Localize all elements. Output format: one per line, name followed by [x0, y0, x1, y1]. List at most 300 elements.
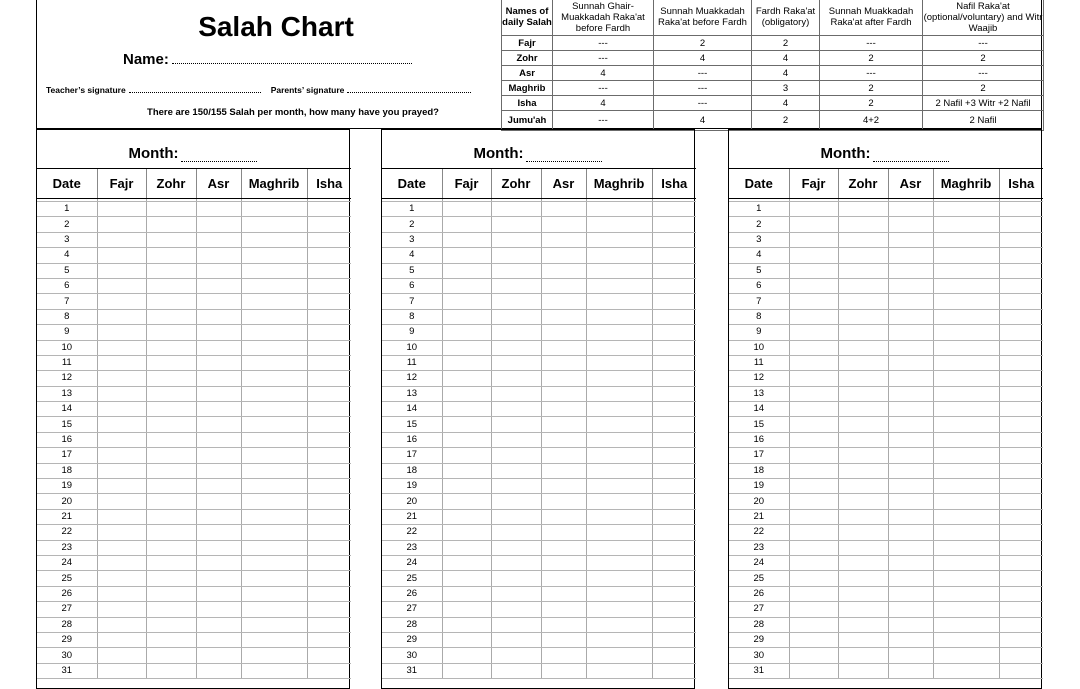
prayer-checkbox-cell[interactable] — [146, 278, 196, 293]
prayer-checkbox-cell[interactable] — [999, 432, 1043, 447]
prayer-checkbox-cell[interactable] — [146, 202, 196, 217]
prayer-checkbox-cell[interactable] — [652, 325, 696, 340]
prayer-checkbox-cell[interactable] — [888, 232, 933, 247]
prayer-checkbox-cell[interactable] — [838, 386, 888, 401]
prayer-checkbox-cell[interactable] — [196, 494, 241, 509]
prayer-checkbox-cell[interactable] — [442, 648, 491, 663]
prayer-checkbox-cell[interactable] — [241, 617, 307, 632]
prayer-checkbox-cell[interactable] — [933, 494, 999, 509]
prayer-checkbox-cell[interactable] — [541, 217, 586, 232]
prayer-checkbox-cell[interactable] — [888, 340, 933, 355]
prayer-checkbox-cell[interactable] — [933, 278, 999, 293]
prayer-checkbox-cell[interactable] — [999, 555, 1043, 570]
prayer-checkbox-cell[interactable] — [541, 232, 586, 247]
prayer-checkbox-cell[interactable] — [307, 248, 351, 263]
prayer-checkbox-cell[interactable] — [146, 340, 196, 355]
prayer-checkbox-cell[interactable] — [307, 479, 351, 494]
prayer-checkbox-cell[interactable] — [146, 632, 196, 647]
prayer-checkbox-cell[interactable] — [491, 278, 541, 293]
prayer-checkbox-cell[interactable] — [196, 232, 241, 247]
prayer-checkbox-cell[interactable] — [442, 632, 491, 647]
prayer-checkbox-cell[interactable] — [241, 202, 307, 217]
prayer-checkbox-cell[interactable] — [196, 371, 241, 386]
prayer-checkbox-cell[interactable] — [888, 617, 933, 632]
prayer-checkbox-cell[interactable] — [789, 494, 838, 509]
prayer-checkbox-cell[interactable] — [491, 632, 541, 647]
prayer-checkbox-cell[interactable] — [241, 448, 307, 463]
prayer-checkbox-cell[interactable] — [442, 309, 491, 324]
prayer-checkbox-cell[interactable] — [241, 355, 307, 370]
month-field[interactable] — [526, 150, 602, 162]
prayer-checkbox-cell[interactable] — [541, 571, 586, 586]
prayer-checkbox-cell[interactable] — [241, 602, 307, 617]
prayer-checkbox-cell[interactable] — [307, 278, 351, 293]
prayer-checkbox-cell[interactable] — [146, 540, 196, 555]
prayer-checkbox-cell[interactable] — [307, 263, 351, 278]
prayer-checkbox-cell[interactable] — [241, 294, 307, 309]
prayer-checkbox-cell[interactable] — [652, 294, 696, 309]
prayer-checkbox-cell[interactable] — [789, 648, 838, 663]
prayer-checkbox-cell[interactable] — [241, 463, 307, 478]
prayer-checkbox-cell[interactable] — [999, 509, 1043, 524]
prayer-checkbox-cell[interactable] — [838, 479, 888, 494]
prayer-checkbox-cell[interactable] — [196, 432, 241, 447]
prayer-checkbox-cell[interactable] — [888, 525, 933, 540]
prayer-checkbox-cell[interactable] — [307, 309, 351, 324]
prayer-checkbox-cell[interactable] — [196, 278, 241, 293]
prayer-checkbox-cell[interactable] — [307, 509, 351, 524]
prayer-checkbox-cell[interactable] — [541, 309, 586, 324]
prayer-checkbox-cell[interactable] — [888, 602, 933, 617]
prayer-checkbox-cell[interactable] — [491, 309, 541, 324]
prayer-checkbox-cell[interactable] — [652, 309, 696, 324]
prayer-checkbox-cell[interactable] — [146, 417, 196, 432]
prayer-checkbox-cell[interactable] — [97, 294, 146, 309]
prayer-checkbox-cell[interactable] — [146, 432, 196, 447]
prayer-checkbox-cell[interactable] — [838, 540, 888, 555]
prayer-checkbox-cell[interactable] — [999, 571, 1043, 586]
prayer-checkbox-cell[interactable] — [146, 663, 196, 678]
prayer-checkbox-cell[interactable] — [307, 432, 351, 447]
prayer-checkbox-cell[interactable] — [586, 217, 652, 232]
prayer-checkbox-cell[interactable] — [888, 432, 933, 447]
prayer-checkbox-cell[interactable] — [933, 294, 999, 309]
prayer-checkbox-cell[interactable] — [838, 232, 888, 247]
prayer-checkbox-cell[interactable] — [789, 479, 838, 494]
prayer-checkbox-cell[interactable] — [97, 371, 146, 386]
prayer-checkbox-cell[interactable] — [241, 278, 307, 293]
prayer-checkbox-cell[interactable] — [789, 663, 838, 678]
prayer-checkbox-cell[interactable] — [146, 617, 196, 632]
prayer-checkbox-cell[interactable] — [146, 386, 196, 401]
prayer-checkbox-cell[interactable] — [652, 386, 696, 401]
prayer-checkbox-cell[interactable] — [307, 371, 351, 386]
prayer-checkbox-cell[interactable] — [933, 463, 999, 478]
prayer-checkbox-cell[interactable] — [307, 325, 351, 340]
prayer-checkbox-cell[interactable] — [97, 494, 146, 509]
prayer-checkbox-cell[interactable] — [442, 555, 491, 570]
prayer-checkbox-cell[interactable] — [789, 509, 838, 524]
prayer-checkbox-cell[interactable] — [442, 278, 491, 293]
prayer-checkbox-cell[interactable] — [196, 355, 241, 370]
prayer-checkbox-cell[interactable] — [652, 571, 696, 586]
prayer-checkbox-cell[interactable] — [196, 663, 241, 678]
prayer-checkbox-cell[interactable] — [838, 217, 888, 232]
prayer-checkbox-cell[interactable] — [586, 294, 652, 309]
prayer-checkbox-cell[interactable] — [838, 663, 888, 678]
prayer-checkbox-cell[interactable] — [789, 202, 838, 217]
prayer-checkbox-cell[interactable] — [652, 463, 696, 478]
prayer-checkbox-cell[interactable] — [241, 309, 307, 324]
prayer-checkbox-cell[interactable] — [586, 509, 652, 524]
prayer-checkbox-cell[interactable] — [999, 463, 1043, 478]
prayer-checkbox-cell[interactable] — [97, 278, 146, 293]
prayer-checkbox-cell[interactable] — [97, 248, 146, 263]
prayer-checkbox-cell[interactable] — [541, 325, 586, 340]
prayer-checkbox-cell[interactable] — [491, 417, 541, 432]
prayer-checkbox-cell[interactable] — [888, 309, 933, 324]
prayer-checkbox-cell[interactable] — [888, 555, 933, 570]
prayer-checkbox-cell[interactable] — [241, 340, 307, 355]
prayer-checkbox-cell[interactable] — [888, 648, 933, 663]
prayer-checkbox-cell[interactable] — [652, 663, 696, 678]
prayer-checkbox-cell[interactable] — [652, 417, 696, 432]
prayer-checkbox-cell[interactable] — [442, 571, 491, 586]
prayer-checkbox-cell[interactable] — [789, 571, 838, 586]
prayer-checkbox-cell[interactable] — [196, 602, 241, 617]
prayer-checkbox-cell[interactable] — [933, 586, 999, 601]
prayer-checkbox-cell[interactable] — [541, 202, 586, 217]
prayer-checkbox-cell[interactable] — [789, 602, 838, 617]
prayer-checkbox-cell[interactable] — [307, 571, 351, 586]
prayer-checkbox-cell[interactable] — [307, 417, 351, 432]
prayer-checkbox-cell[interactable] — [789, 355, 838, 370]
prayer-checkbox-cell[interactable] — [491, 586, 541, 601]
prayer-checkbox-cell[interactable] — [586, 448, 652, 463]
prayer-checkbox-cell[interactable] — [789, 540, 838, 555]
prayer-checkbox-cell[interactable] — [586, 494, 652, 509]
prayer-checkbox-cell[interactable] — [491, 571, 541, 586]
prayer-checkbox-cell[interactable] — [888, 402, 933, 417]
prayer-checkbox-cell[interactable] — [196, 417, 241, 432]
prayer-checkbox-cell[interactable] — [999, 602, 1043, 617]
prayer-checkbox-cell[interactable] — [196, 263, 241, 278]
prayer-checkbox-cell[interactable] — [442, 232, 491, 247]
prayer-checkbox-cell[interactable] — [999, 278, 1043, 293]
prayer-checkbox-cell[interactable] — [442, 248, 491, 263]
prayer-checkbox-cell[interactable] — [442, 525, 491, 540]
prayer-checkbox-cell[interactable] — [97, 463, 146, 478]
prayer-checkbox-cell[interactable] — [442, 479, 491, 494]
prayer-checkbox-cell[interactable] — [146, 263, 196, 278]
prayer-checkbox-cell[interactable] — [196, 340, 241, 355]
prayer-checkbox-cell[interactable] — [442, 340, 491, 355]
prayer-checkbox-cell[interactable] — [789, 309, 838, 324]
prayer-checkbox-cell[interactable] — [196, 448, 241, 463]
prayer-checkbox-cell[interactable] — [999, 340, 1043, 355]
prayer-checkbox-cell[interactable] — [652, 432, 696, 447]
prayer-checkbox-cell[interactable] — [652, 232, 696, 247]
prayer-checkbox-cell[interactable] — [97, 340, 146, 355]
prayer-checkbox-cell[interactable] — [586, 648, 652, 663]
prayer-checkbox-cell[interactable] — [541, 263, 586, 278]
prayer-checkbox-cell[interactable] — [307, 632, 351, 647]
prayer-checkbox-cell[interactable] — [888, 586, 933, 601]
prayer-checkbox-cell[interactable] — [838, 509, 888, 524]
prayer-checkbox-cell[interactable] — [586, 632, 652, 647]
prayer-checkbox-cell[interactable] — [196, 586, 241, 601]
prayer-checkbox-cell[interactable] — [838, 263, 888, 278]
prayer-checkbox-cell[interactable] — [442, 294, 491, 309]
prayer-checkbox-cell[interactable] — [652, 340, 696, 355]
prayer-checkbox-cell[interactable] — [933, 617, 999, 632]
prayer-checkbox-cell[interactable] — [652, 509, 696, 524]
prayer-checkbox-cell[interactable] — [652, 648, 696, 663]
prayer-checkbox-cell[interactable] — [999, 648, 1043, 663]
prayer-checkbox-cell[interactable] — [933, 217, 999, 232]
prayer-checkbox-cell[interactable] — [491, 340, 541, 355]
prayer-checkbox-cell[interactable] — [586, 463, 652, 478]
prayer-checkbox-cell[interactable] — [146, 402, 196, 417]
prayer-checkbox-cell[interactable] — [541, 463, 586, 478]
prayer-checkbox-cell[interactable] — [241, 540, 307, 555]
prayer-checkbox-cell[interactable] — [307, 617, 351, 632]
prayer-checkbox-cell[interactable] — [789, 586, 838, 601]
prayer-checkbox-cell[interactable] — [652, 248, 696, 263]
prayer-checkbox-cell[interactable] — [838, 402, 888, 417]
prayer-checkbox-cell[interactable] — [241, 217, 307, 232]
prayer-checkbox-cell[interactable] — [146, 648, 196, 663]
prayer-checkbox-cell[interactable] — [933, 509, 999, 524]
prayer-checkbox-cell[interactable] — [933, 648, 999, 663]
prayer-checkbox-cell[interactable] — [888, 248, 933, 263]
prayer-checkbox-cell[interactable] — [888, 540, 933, 555]
prayer-checkbox-cell[interactable] — [999, 540, 1043, 555]
prayer-checkbox-cell[interactable] — [888, 663, 933, 678]
prayer-checkbox-cell[interactable] — [196, 202, 241, 217]
month-field[interactable] — [181, 150, 257, 162]
prayer-checkbox-cell[interactable] — [999, 586, 1043, 601]
prayer-checkbox-cell[interactable] — [241, 571, 307, 586]
prayer-checkbox-cell[interactable] — [491, 232, 541, 247]
prayer-checkbox-cell[interactable] — [491, 509, 541, 524]
prayer-checkbox-cell[interactable] — [196, 217, 241, 232]
prayer-checkbox-cell[interactable] — [97, 417, 146, 432]
prayer-checkbox-cell[interactable] — [933, 432, 999, 447]
prayer-checkbox-cell[interactable] — [97, 586, 146, 601]
prayer-checkbox-cell[interactable] — [999, 479, 1043, 494]
prayer-checkbox-cell[interactable] — [97, 509, 146, 524]
prayer-checkbox-cell[interactable] — [491, 355, 541, 370]
prayer-checkbox-cell[interactable] — [933, 355, 999, 370]
prayer-checkbox-cell[interactable] — [888, 509, 933, 524]
prayer-checkbox-cell[interactable] — [933, 232, 999, 247]
prayer-checkbox-cell[interactable] — [241, 402, 307, 417]
prayer-checkbox-cell[interactable] — [196, 555, 241, 570]
prayer-checkbox-cell[interactable] — [541, 648, 586, 663]
prayer-checkbox-cell[interactable] — [933, 402, 999, 417]
prayer-checkbox-cell[interactable] — [933, 540, 999, 555]
prayer-checkbox-cell[interactable] — [97, 663, 146, 678]
prayer-checkbox-cell[interactable] — [541, 494, 586, 509]
prayer-checkbox-cell[interactable] — [491, 432, 541, 447]
prayer-checkbox-cell[interactable] — [586, 386, 652, 401]
prayer-checkbox-cell[interactable] — [652, 632, 696, 647]
prayer-checkbox-cell[interactable] — [491, 494, 541, 509]
prayer-checkbox-cell[interactable] — [541, 432, 586, 447]
prayer-checkbox-cell[interactable] — [491, 325, 541, 340]
prayer-checkbox-cell[interactable] — [241, 648, 307, 663]
prayer-checkbox-cell[interactable] — [146, 232, 196, 247]
prayer-checkbox-cell[interactable] — [97, 525, 146, 540]
prayer-checkbox-cell[interactable] — [999, 525, 1043, 540]
prayer-checkbox-cell[interactable] — [97, 309, 146, 324]
prayer-checkbox-cell[interactable] — [307, 402, 351, 417]
prayer-checkbox-cell[interactable] — [241, 371, 307, 386]
prayer-checkbox-cell[interactable] — [307, 232, 351, 247]
prayer-checkbox-cell[interactable] — [586, 371, 652, 386]
prayer-checkbox-cell[interactable] — [146, 294, 196, 309]
prayer-checkbox-cell[interactable] — [999, 386, 1043, 401]
prayer-checkbox-cell[interactable] — [146, 509, 196, 524]
prayer-checkbox-cell[interactable] — [999, 325, 1043, 340]
prayer-checkbox-cell[interactable] — [789, 248, 838, 263]
prayer-checkbox-cell[interactable] — [97, 540, 146, 555]
prayer-checkbox-cell[interactable] — [789, 555, 838, 570]
prayer-checkbox-cell[interactable] — [307, 448, 351, 463]
prayer-checkbox-cell[interactable] — [97, 617, 146, 632]
prayer-checkbox-cell[interactable] — [838, 525, 888, 540]
prayer-checkbox-cell[interactable] — [838, 571, 888, 586]
prayer-checkbox-cell[interactable] — [146, 371, 196, 386]
prayer-checkbox-cell[interactable] — [442, 540, 491, 555]
prayer-checkbox-cell[interactable] — [789, 402, 838, 417]
prayer-checkbox-cell[interactable] — [999, 402, 1043, 417]
prayer-checkbox-cell[interactable] — [652, 263, 696, 278]
prayer-checkbox-cell[interactable] — [146, 586, 196, 601]
prayer-checkbox-cell[interactable] — [196, 463, 241, 478]
prayer-checkbox-cell[interactable] — [999, 202, 1043, 217]
prayer-checkbox-cell[interactable] — [307, 648, 351, 663]
prayer-checkbox-cell[interactable] — [838, 309, 888, 324]
prayer-checkbox-cell[interactable] — [838, 617, 888, 632]
prayer-checkbox-cell[interactable] — [146, 555, 196, 570]
prayer-checkbox-cell[interactable] — [196, 509, 241, 524]
prayer-checkbox-cell[interactable] — [888, 632, 933, 647]
prayer-checkbox-cell[interactable] — [196, 402, 241, 417]
prayer-checkbox-cell[interactable] — [307, 494, 351, 509]
prayer-checkbox-cell[interactable] — [888, 371, 933, 386]
prayer-checkbox-cell[interactable] — [999, 417, 1043, 432]
prayer-checkbox-cell[interactable] — [241, 632, 307, 647]
prayer-checkbox-cell[interactable] — [586, 263, 652, 278]
prayer-checkbox-cell[interactable] — [888, 417, 933, 432]
prayer-checkbox-cell[interactable] — [307, 540, 351, 555]
prayer-checkbox-cell[interactable] — [586, 540, 652, 555]
prayer-checkbox-cell[interactable] — [541, 632, 586, 647]
prayer-checkbox-cell[interactable] — [196, 571, 241, 586]
prayer-checkbox-cell[interactable] — [652, 617, 696, 632]
prayer-checkbox-cell[interactable] — [838, 555, 888, 570]
prayer-checkbox-cell[interactable] — [838, 248, 888, 263]
prayer-checkbox-cell[interactable] — [97, 386, 146, 401]
prayer-checkbox-cell[interactable] — [586, 602, 652, 617]
prayer-checkbox-cell[interactable] — [838, 602, 888, 617]
prayer-checkbox-cell[interactable] — [933, 525, 999, 540]
prayer-checkbox-cell[interactable] — [442, 617, 491, 632]
prayer-checkbox-cell[interactable] — [491, 479, 541, 494]
prayer-checkbox-cell[interactable] — [789, 263, 838, 278]
prayer-checkbox-cell[interactable] — [586, 309, 652, 324]
prayer-checkbox-cell[interactable] — [933, 325, 999, 340]
prayer-checkbox-cell[interactable] — [999, 355, 1043, 370]
prayer-checkbox-cell[interactable] — [652, 555, 696, 570]
prayer-checkbox-cell[interactable] — [442, 509, 491, 524]
prayer-checkbox-cell[interactable] — [838, 278, 888, 293]
prayer-checkbox-cell[interactable] — [652, 371, 696, 386]
prayer-checkbox-cell[interactable] — [307, 586, 351, 601]
prayer-checkbox-cell[interactable] — [838, 494, 888, 509]
prayer-checkbox-cell[interactable] — [652, 479, 696, 494]
prayer-checkbox-cell[interactable] — [491, 602, 541, 617]
prayer-checkbox-cell[interactable] — [999, 294, 1043, 309]
prayer-checkbox-cell[interactable] — [541, 402, 586, 417]
prayer-checkbox-cell[interactable] — [442, 386, 491, 401]
prayer-checkbox-cell[interactable] — [541, 278, 586, 293]
prayer-checkbox-cell[interactable] — [541, 525, 586, 540]
prayer-checkbox-cell[interactable] — [888, 202, 933, 217]
prayer-checkbox-cell[interactable] — [933, 479, 999, 494]
prayer-checkbox-cell[interactable] — [241, 494, 307, 509]
prayer-checkbox-cell[interactable] — [789, 417, 838, 432]
prayer-checkbox-cell[interactable] — [541, 540, 586, 555]
prayer-checkbox-cell[interactable] — [999, 617, 1043, 632]
prayer-checkbox-cell[interactable] — [442, 325, 491, 340]
prayer-checkbox-cell[interactable] — [146, 479, 196, 494]
prayer-checkbox-cell[interactable] — [586, 555, 652, 570]
prayer-checkbox-cell[interactable] — [933, 448, 999, 463]
prayer-checkbox-cell[interactable] — [888, 355, 933, 370]
prayer-checkbox-cell[interactable] — [97, 632, 146, 647]
prayer-checkbox-cell[interactable] — [999, 632, 1043, 647]
prayer-checkbox-cell[interactable] — [241, 248, 307, 263]
prayer-checkbox-cell[interactable] — [586, 586, 652, 601]
prayer-checkbox-cell[interactable] — [491, 202, 541, 217]
prayer-checkbox-cell[interactable] — [307, 386, 351, 401]
prayer-checkbox-cell[interactable] — [789, 278, 838, 293]
prayer-checkbox-cell[interactable] — [789, 232, 838, 247]
prayer-checkbox-cell[interactable] — [789, 463, 838, 478]
prayer-checkbox-cell[interactable] — [307, 555, 351, 570]
prayer-checkbox-cell[interactable] — [789, 325, 838, 340]
prayer-checkbox-cell[interactable] — [586, 663, 652, 678]
prayer-checkbox-cell[interactable] — [541, 509, 586, 524]
prayer-checkbox-cell[interactable] — [241, 663, 307, 678]
prayer-checkbox-cell[interactable] — [652, 217, 696, 232]
prayer-checkbox-cell[interactable] — [789, 632, 838, 647]
prayer-checkbox-cell[interactable] — [442, 402, 491, 417]
prayer-checkbox-cell[interactable] — [196, 248, 241, 263]
prayer-checkbox-cell[interactable] — [491, 217, 541, 232]
prayer-checkbox-cell[interactable] — [541, 586, 586, 601]
prayer-checkbox-cell[interactable] — [491, 402, 541, 417]
prayer-checkbox-cell[interactable] — [196, 294, 241, 309]
prayer-checkbox-cell[interactable] — [933, 571, 999, 586]
prayer-checkbox-cell[interactable] — [999, 248, 1043, 263]
prayer-checkbox-cell[interactable] — [933, 202, 999, 217]
prayer-checkbox-cell[interactable] — [541, 448, 586, 463]
prayer-checkbox-cell[interactable] — [789, 371, 838, 386]
